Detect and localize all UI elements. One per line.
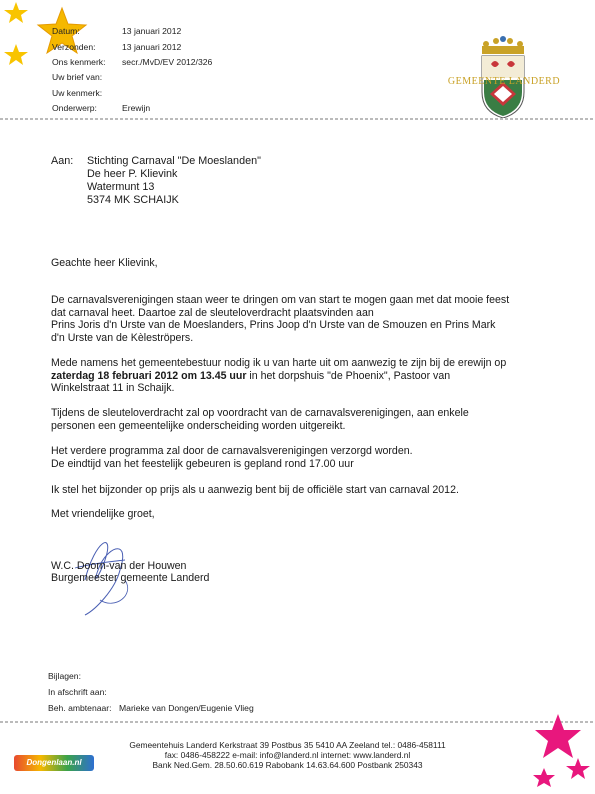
footer-divider — [0, 721, 595, 723]
star-icon — [535, 714, 581, 758]
meta-label-uw-brief: Uw brief van: — [52, 72, 103, 82]
meta-label-datum: Datum: — [52, 26, 80, 36]
paragraph-4 — [51, 445, 571, 470]
meta-value-verzonden: 13 januari 2012 — [122, 42, 182, 52]
meta-value-datum: 13 januari 2012 — [122, 26, 182, 36]
address-line: 5374 MK SCHAIJK — [87, 194, 179, 206]
paragraph-1 — [51, 294, 571, 344]
footer-address: Gemeentehuis Landerd Kerkstraat 39 Postbus 35 5410 AA Zeeland tel.: 0486-458111 — [129, 740, 446, 750]
meta-value-ons-kenmerk: secr./MvD/EV 2012/326 — [122, 57, 213, 67]
paragraph-line: Tijdens de sleuteloverdracht zal op voordracht van de carnavalsverenigingen, aan enkele — [51, 407, 469, 419]
header-divider — [0, 118, 595, 120]
paragraph-line: Het verdere programma zal door de carnavalsverenigingen verzorgd worden. — [51, 445, 413, 457]
star-icon — [566, 758, 590, 779]
footer-contact: fax: 0486-458222 e-mail: info@landerd.nl internet: www.landerd.nl — [164, 750, 411, 760]
paragraph-2 — [51, 357, 571, 395]
dongenlaan-logo-text: Dongenlaan.nl — [26, 758, 82, 767]
paragraph-line: Prins Joris d'n Urste van de Moeslanders, Prins Joop d'n Urste van de Smouzen en Prins Mark — [51, 319, 496, 332]
pink-stars-decoration — [520, 712, 595, 794]
paragraph-line: Winkelstraat 11 in Schaijk. — [51, 382, 175, 395]
handling-officer-value: Marieke van Dongen/Eugenie Vlieg — [119, 703, 254, 713]
footer-bank: Bank Ned.Gem. 28.50.60.619 Rabobank 14.63.64.600 Postbank 250343 — [152, 760, 423, 770]
address-line: Watermunt 13 — [87, 181, 155, 193]
salutation: Geachte heer Klievink, — [51, 257, 158, 269]
meta-label-onderwerp: Onderwerp: — [52, 103, 97, 113]
address-line: Stichting Carnaval "De Moeslanden" — [87, 155, 261, 167]
paragraph-5: Ik stel het bijzonder op prijs als u aanwezig bent bij de officiële start van carnaval 2012. — [51, 484, 459, 496]
copy-to-label: In afschrift aan: — [48, 687, 107, 697]
signer-name: W.C. Doorn-van der Houwen — [51, 560, 187, 572]
paragraph-line — [51, 370, 571, 383]
enclosures-label: Bijlagen: — [48, 671, 81, 681]
gold-stars-decoration — [0, 0, 90, 80]
meta-value-onderwerp: Erewijn — [122, 103, 151, 113]
address-label: Aan: — [51, 155, 74, 167]
paragraph-line: d'n Urste van de Kèleströpers. — [51, 331, 194, 344]
star-icon — [4, 44, 28, 65]
star-icon — [533, 768, 555, 787]
dongenlaan-logo — [14, 755, 94, 771]
paragraph-line: Mede namens het gemeentebestuur nodig ik u van harte uit om aanwezig te zijn bij de erewijn op — [51, 357, 507, 369]
closing: Met vriendelijke groet, — [51, 508, 155, 520]
star-icon — [4, 2, 28, 23]
paragraph-3 — [51, 407, 571, 432]
event-date-bold: zaterdag 18 februari 2012 om 13.45 uur — [51, 369, 247, 382]
paragraph-line: De carnavalsverenigingen staan weer te dringen om van start te mogen gaan met dat mooie feest — [51, 294, 510, 306]
paragraph-line: dat carnaval heet. Daartoe zal de sleuteloverdracht plaatsvinden aan — [51, 306, 374, 319]
event-location: in het dorpshuis "de Phoenix", Pastoor van — [246, 369, 451, 382]
meta-label-verzonden: Verzonden: — [52, 42, 96, 52]
paragraph-line: De eindtijd van het feestelijk gebeuren is gepland rond 17.00 uur — [51, 457, 354, 470]
meta-label-ons-kenmerk: Ons kenmerk: — [52, 57, 106, 67]
address-line: De heer P. Klievink — [87, 168, 178, 180]
logo-text: GEMEENTE LANDERD — [447, 76, 561, 87]
signer-title: Burgemeester gemeente Landerd — [51, 572, 210, 584]
handling-officer-label: Beh. ambtenaar: — [48, 703, 112, 713]
paragraph-line: personen een gemeentelijke onderscheiding worden uitgereikt. — [51, 419, 346, 432]
meta-label-uw-kenmerk: Uw kenmerk: — [52, 88, 103, 98]
municipal-logo — [434, 36, 574, 120]
